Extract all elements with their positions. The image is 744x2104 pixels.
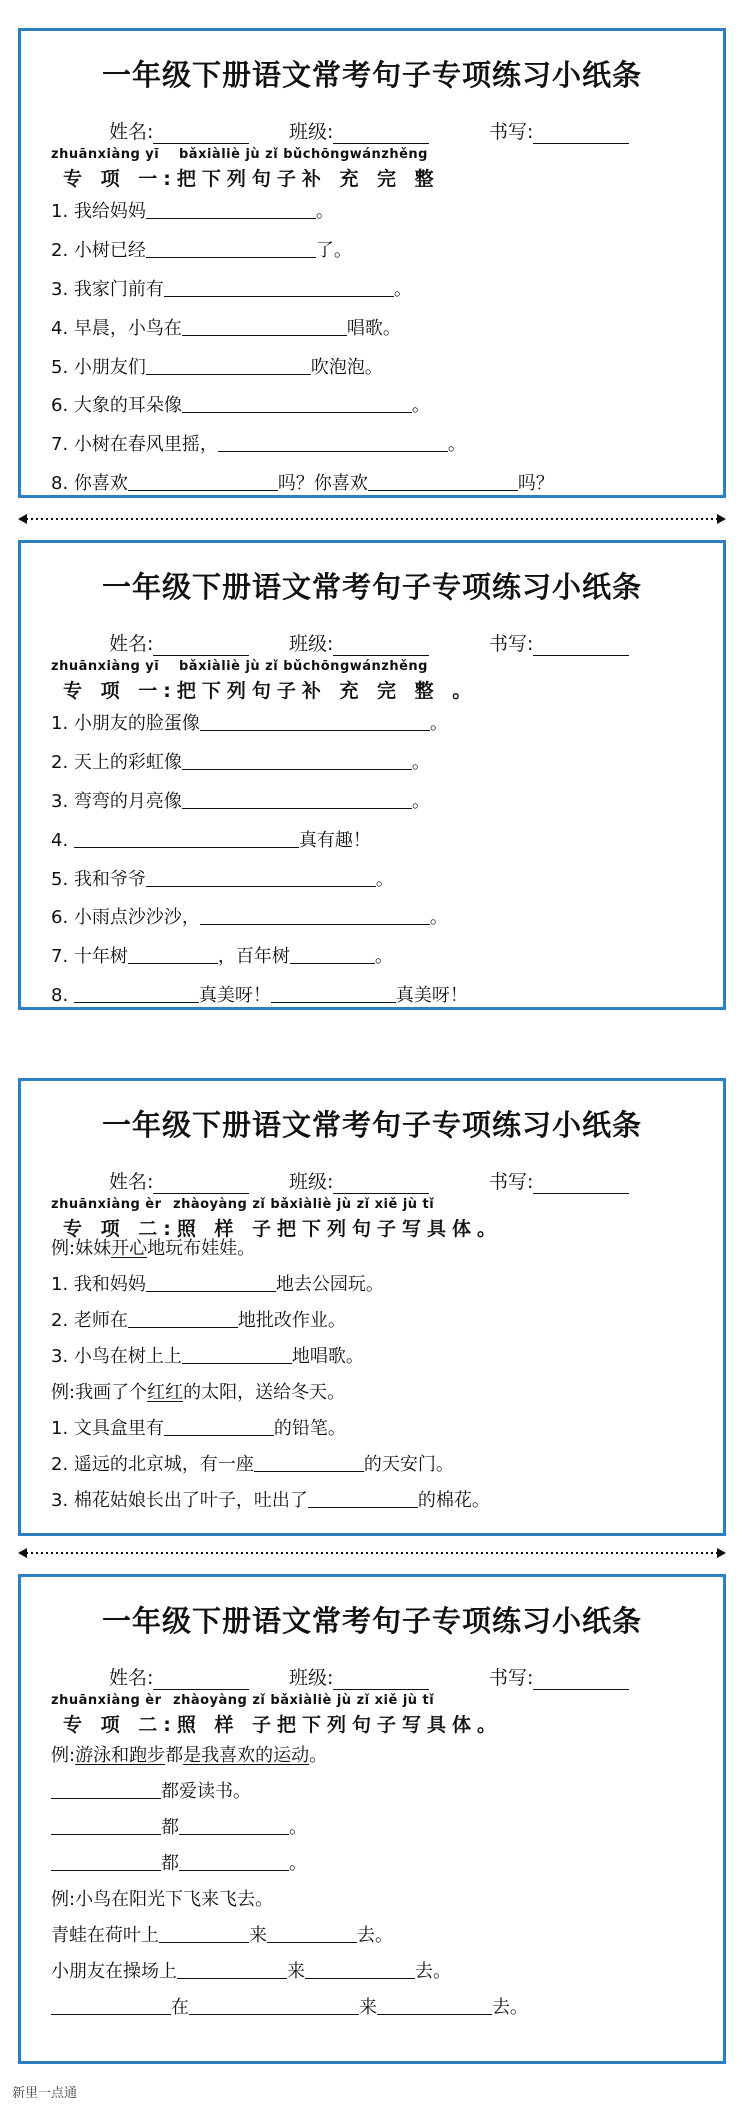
exercise-text: 3. 棉花姑娘长出了叶子，吐出了: [51, 1490, 308, 1511]
class-field-blank[interactable]: [333, 1173, 429, 1194]
exercise-line: [51, 750, 430, 776]
exercise-text: 例:我画了个: [51, 1382, 148, 1403]
exercise-line: [51, 277, 412, 303]
student-info-row: [21, 629, 723, 659]
exercise-text: 都: [161, 1817, 179, 1838]
name-field[interactable]: [109, 117, 249, 144]
exercise-text: 。: [447, 434, 466, 455]
example-underlined-text: 游泳和跑步: [75, 1745, 166, 1766]
exercise-line: [51, 199, 334, 225]
exercise-text: 去。: [415, 1961, 451, 1982]
class-field[interactable]: [289, 1663, 429, 1690]
answer-blank[interactable]: [218, 433, 448, 452]
card-title: 一年级下册语文常考句子专项练习小纸条: [101, 1108, 642, 1142]
student-info-row: [21, 1663, 723, 1693]
exercise-text: 。: [309, 1745, 328, 1766]
class-field[interactable]: [289, 1167, 429, 1194]
section-heading: 专 项 二:照 样 子把下列句子写具体。: [63, 1218, 503, 1240]
exercise-text: 。: [289, 1817, 307, 1838]
answer-blank[interactable]: [164, 1417, 274, 1436]
answer-blank[interactable]: [51, 1816, 161, 1835]
exercise-text: 。: [411, 791, 430, 812]
exercise-text: 的铅笔。: [273, 1418, 346, 1439]
answer-blank[interactable]: [182, 790, 412, 809]
answer-blank[interactable]: [305, 1960, 415, 1979]
exercise-text: 去。: [492, 1997, 528, 2018]
answer-blank[interactable]: [128, 472, 278, 491]
exercise-line: [51, 828, 371, 854]
exercise-line: [51, 905, 448, 931]
answer-blank[interactable]: [368, 472, 518, 491]
pinyin-segment: bǎxiàliè jù zǐ bǔchōngwánzhěng: [179, 659, 428, 674]
exercise-text: 吗？你喜欢: [277, 473, 368, 494]
pinyin-segment: zhuānxiàng yī: [51, 147, 160, 162]
example-underlined-text: 开心: [111, 1238, 148, 1259]
exercise-text: 2. 小树已经: [51, 240, 146, 261]
card-title: 一年级下册语文常考句子专项练习小纸条: [101, 570, 642, 604]
exercise-line: [51, 393, 430, 419]
answer-blank[interactable]: [177, 1960, 287, 1979]
handwriting-field-blank[interactable]: [533, 1669, 629, 1690]
exercise-text: 青蛙在荷叶上: [51, 1925, 159, 1946]
exercise-text: 的太阳，送给冬天。: [183, 1382, 346, 1403]
exercise-text: 1. 文具盒里有: [51, 1418, 164, 1439]
answer-blank[interactable]: [159, 1924, 249, 1943]
cut-line-divider-1: [18, 512, 726, 526]
exercise-text: 3. 我家门前有: [51, 279, 164, 300]
class-field-label: 班级:: [289, 1667, 334, 1689]
answer-blank[interactable]: [179, 1816, 289, 1835]
handwriting-field-blank[interactable]: [533, 635, 629, 656]
answer-blank[interactable]: [267, 1924, 357, 1943]
exercise-text: 真有趣！: [298, 830, 371, 851]
section-heading: 专 项 一:把下列句子补 充 完 整 。: [63, 680, 478, 702]
exercise-text: 小朋友在操场上: [51, 1961, 177, 1982]
exercise-text: 6. 大象的耳朵像: [51, 395, 182, 416]
exercise-text: 4.: [51, 830, 74, 851]
exercise-text: 真美呀！: [395, 985, 468, 1006]
name-field-blank[interactable]: [153, 1173, 249, 1194]
handwriting-field-label: 书写:: [489, 1667, 534, 1689]
exercise-line: [51, 432, 466, 458]
exercise-line: [51, 471, 554, 497]
class-field-label: 班级:: [289, 633, 334, 655]
answer-blank[interactable]: [377, 1996, 492, 2015]
exercise-text: 例:妹妹: [51, 1238, 112, 1259]
exercise-text: 唱歌。: [346, 318, 401, 339]
exercise-text: 。: [429, 713, 448, 734]
exercise-text: 。: [315, 201, 334, 222]
handwriting-field-blank[interactable]: [533, 123, 629, 144]
name-field[interactable]: [109, 629, 249, 656]
answer-blank[interactable]: [51, 1852, 161, 1871]
exercise-text: 真美呀！: [198, 985, 271, 1006]
exercise-text: 来: [249, 1925, 267, 1946]
name-field-label: 姓名:: [109, 121, 154, 143]
exercise-line: [51, 1344, 364, 1370]
student-info-row: [21, 117, 723, 147]
exercise-line: [51, 1851, 307, 1877]
exercise-line: [51, 1416, 346, 1442]
answer-blank[interactable]: [182, 394, 412, 413]
answer-blank[interactable]: [128, 945, 218, 964]
pinyin-segment: zhuānxiàng yī: [51, 659, 160, 674]
exercise-text: 2. 遥远的北京城，有一座: [51, 1454, 254, 1475]
answer-blank[interactable]: [200, 906, 430, 925]
exercise-text: 例:小鸟在阳光下飞来飞去。: [51, 1889, 274, 1910]
handwriting-field[interactable]: [489, 1663, 629, 1690]
answer-blank[interactable]: [146, 239, 316, 258]
exercise-line: [51, 1236, 255, 1262]
answer-blank[interactable]: [189, 1996, 359, 2015]
name-field[interactable]: [109, 1167, 249, 1194]
pinyin-segment: zhuānxiàng èr: [51, 1197, 162, 1212]
name-field-label: 姓名:: [109, 1667, 154, 1689]
handwriting-field-label: 书写:: [489, 121, 534, 143]
class-field-blank[interactable]: [333, 1669, 429, 1690]
exercise-text: 都: [161, 1853, 179, 1874]
exercise-line: [51, 1308, 346, 1334]
exercise-text: 都: [165, 1745, 184, 1766]
exercise-text: 4. 早晨，小鸟在: [51, 318, 182, 339]
exercise-text: 在: [171, 1997, 189, 2018]
worksheet-card-1: [18, 28, 726, 498]
answer-blank[interactable]: [51, 1996, 171, 2015]
answer-blank[interactable]: [128, 1309, 238, 1328]
worksheet-card-4: [18, 1574, 726, 2064]
handwriting-field-label: 书写:: [489, 633, 534, 655]
answer-blank[interactable]: [146, 356, 311, 375]
exercise-line: [51, 1452, 454, 1478]
section-heading: 专 项 一:把下列句子补 充 完 整: [63, 168, 440, 190]
example-underlined-text: 是我喜欢的运动: [183, 1745, 310, 1766]
exercise-text: 7. 小树在春风里摇，: [51, 434, 218, 455]
exercise-text: 都爱读书。: [161, 1781, 251, 1802]
exercise-line: [51, 1779, 251, 1805]
pinyin-segment: zhuānxiàng èr: [51, 1693, 162, 1708]
answer-blank[interactable]: [51, 1780, 161, 1799]
answer-blank[interactable]: [182, 317, 347, 336]
pinyin-segment: zhàoyàng zǐ bǎxiàliè jù zǐ xiě jù tǐ: [173, 1197, 435, 1212]
answer-blank[interactable]: [182, 751, 412, 770]
exercise-line: [51, 1488, 490, 1514]
exercise-text: 。: [374, 946, 393, 967]
answer-blank[interactable]: [146, 868, 376, 887]
name-field-label: 姓名:: [109, 1171, 154, 1193]
answer-blank[interactable]: [290, 945, 375, 964]
class-field-blank[interactable]: [333, 123, 429, 144]
pinyin-segment: bǎxiàliè jù zǐ bǔchōngwánzhěng: [179, 147, 428, 162]
exercise-text: 2. 老师在: [51, 1310, 128, 1331]
exercise-line: [51, 1380, 345, 1406]
exercise-text: 5. 我和爷爷: [51, 869, 146, 890]
exercise-text: 。: [289, 1853, 307, 1874]
name-field-label: 姓名:: [109, 633, 154, 655]
exercise-line: [51, 1815, 307, 1841]
exercise-text: 来: [359, 1997, 377, 2018]
name-field-blank[interactable]: [153, 123, 249, 144]
handwriting-field-label: 书写:: [489, 1171, 534, 1193]
section-heading: 专 项 二:照 样 子把下列句子写具体。: [63, 1714, 503, 1736]
exercise-text: ，百年树: [217, 946, 290, 967]
exercise-text: 的棉花。: [417, 1490, 490, 1511]
exercise-line: [51, 867, 394, 893]
exercise-line: [51, 1743, 327, 1769]
exercise-text: 了。: [315, 240, 352, 261]
exercise-line: [51, 711, 448, 737]
name-field-blank[interactable]: [153, 635, 249, 656]
exercise-text: 6. 小雨点沙沙沙，: [51, 907, 200, 928]
class-field-blank[interactable]: [333, 635, 429, 656]
answer-blank[interactable]: [146, 200, 316, 219]
pinyin-segment: zhàoyàng zǐ bǎxiàliè jù zǐ xiě jù tǐ: [173, 1693, 435, 1708]
class-field[interactable]: [289, 117, 429, 144]
answer-blank[interactable]: [74, 829, 299, 848]
answer-blank[interactable]: [308, 1489, 418, 1508]
exercise-text: 地玩布娃娃。: [147, 1238, 256, 1259]
handwriting-field[interactable]: [489, 117, 629, 144]
exercise-line: [51, 1959, 451, 1985]
handwriting-field-blank[interactable]: [533, 1173, 629, 1194]
worksheet-card-2: [18, 540, 726, 1010]
answer-blank[interactable]: [74, 984, 199, 1003]
exercise-line: [51, 238, 352, 264]
class-field-label: 班级:: [289, 121, 334, 143]
answer-blank[interactable]: [254, 1453, 364, 1472]
exercise-line: [51, 983, 468, 1009]
answer-blank[interactable]: [146, 1273, 276, 1292]
exercise-text: 的天安门。: [363, 1454, 454, 1475]
exercise-text: 1. 我和妈妈: [51, 1274, 146, 1295]
exercise-text: 例:: [51, 1745, 76, 1766]
exercise-line: [51, 1887, 273, 1913]
card-title: 一年级下册语文常考句子专项练习小纸条: [101, 1604, 642, 1638]
exercise-line: [51, 789, 430, 815]
exercise-text: 地唱歌。: [291, 1346, 364, 1367]
exercise-text: 吗？: [517, 473, 554, 494]
answer-blank[interactable]: [179, 1852, 289, 1871]
card-title: 一年级下册语文常考句子专项练习小纸条: [101, 58, 642, 92]
cut-line-divider-2: [18, 1546, 726, 1560]
exercise-text: 去。: [357, 1925, 393, 1946]
worksheet-card-3: [18, 1078, 726, 1536]
exercise-text: 。: [411, 395, 430, 416]
handwriting-field[interactable]: [489, 629, 629, 656]
watermark: 新里一点通: [12, 2086, 78, 2101]
exercise-line: [51, 1923, 393, 1949]
class-field[interactable]: [289, 629, 429, 656]
name-field[interactable]: [109, 1663, 249, 1690]
exercise-text: 1. 我给妈妈: [51, 201, 146, 222]
answer-blank[interactable]: [200, 712, 430, 731]
exercise-text: 。: [393, 279, 412, 300]
exercise-text: 3. 弯弯的月亮像: [51, 791, 182, 812]
student-info-row: [21, 1167, 723, 1197]
exercise-line: [51, 1995, 528, 2021]
exercise-line: [51, 1272, 384, 1298]
exercise-text: 8. 你喜欢: [51, 473, 128, 494]
exercise-text: 。: [429, 907, 448, 928]
name-field-blank[interactable]: [153, 1669, 249, 1690]
example-underlined-text: 红红: [147, 1382, 184, 1403]
exercise-text: 来: [287, 1961, 305, 1982]
exercise-line: [51, 316, 401, 342]
class-field-label: 班级:: [289, 1171, 334, 1193]
exercise-line: [51, 944, 393, 970]
answer-blank[interactable]: [271, 984, 396, 1003]
exercise-text: 2. 天上的彩虹像: [51, 752, 182, 773]
exercise-text: 1. 小朋友的脸蛋像: [51, 713, 200, 734]
exercise-text: 吹泡泡。: [310, 357, 383, 378]
handwriting-field[interactable]: [489, 1167, 629, 1194]
exercise-text: 。: [375, 869, 394, 890]
answer-blank[interactable]: [164, 278, 394, 297]
exercise-text: 地批改作业。: [237, 1310, 346, 1331]
exercise-text: 7. 十年树: [51, 946, 128, 967]
exercise-text: 5. 小朋友们: [51, 357, 146, 378]
exercise-line: [51, 355, 383, 381]
answer-blank[interactable]: [182, 1345, 292, 1364]
exercise-text: 8.: [51, 985, 74, 1006]
exercise-text: 地去公园玩。: [275, 1274, 384, 1295]
exercise-text: 。: [411, 752, 430, 773]
exercise-text: 3. 小鸟在树上上: [51, 1346, 182, 1367]
